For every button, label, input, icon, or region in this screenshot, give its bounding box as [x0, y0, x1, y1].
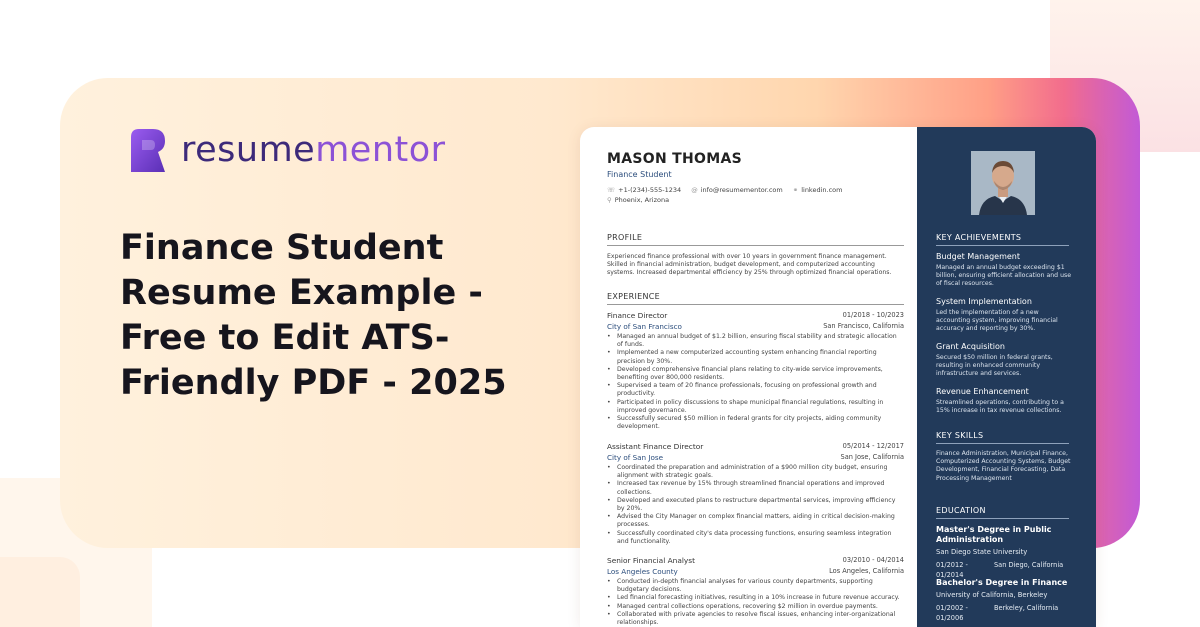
job-bullets	[607, 464, 904, 546]
achievement-text: Led the implementation of a new accounting system, improving financial accuracy and reporting by 30%.	[936, 309, 1058, 333]
phone-icon: ☏	[607, 186, 616, 194]
page-headline: Finance Student Resume Example - Free to Edit ATS-Friendly PDF - 2025	[120, 228, 507, 403]
profile-photo	[971, 151, 1035, 215]
job-bullet: • Advised the City Manager on complex financial matters, aiding in critical decision-making processes.	[617, 513, 904, 529]
job-bullet: • Led financial forecasting initiatives, resulting in a 10% increase in future revenue accuracy.	[617, 594, 904, 602]
job-bullets	[607, 578, 904, 627]
job-bullet: • Conducted in-depth financial analyses for various county departments, supporting budgetary decisions.	[617, 578, 904, 594]
contact-phone: +1-(234)-555-1234	[618, 186, 682, 194]
job-bullet: • Increased tax revenue by 15% through streamlined financial operations and improved collections.	[617, 480, 904, 496]
job-dates: 01/2018 - 10/2023	[842, 311, 904, 319]
job-location: San Francisco, California	[823, 322, 904, 330]
job-entry	[607, 310, 904, 431]
education-dates: 01/2012 - 01/2014	[936, 561, 968, 579]
location-pin-icon: ⚲	[607, 196, 612, 204]
link-icon: ⚭	[792, 186, 799, 194]
job-dates: 03/2010 - 04/2014	[842, 556, 904, 564]
achievement-text: Streamlined operations, contributing to a 15% increase in tax revenue collections.	[936, 399, 1064, 415]
job-bullet: • Managed central collections operations, recovering $2 million in overdue payments.	[617, 603, 904, 611]
achievement-text: Secured $50 million in federal grants, resulting in enhanced community infrastructure and services.	[936, 354, 1053, 378]
job-bullets	[607, 333, 904, 431]
job-location: Los Angeles, California	[829, 567, 904, 575]
job-bullet: • Developed comprehensive financial plans relating to city-wide service improvements, benefiting over 800,000 residents.	[617, 366, 904, 382]
education-school: University of California, Berkeley	[936, 591, 1048, 599]
section-heading-experience: EXPERIENCE	[607, 292, 904, 305]
achievement-title: System Implementation	[936, 297, 1032, 306]
section-heading-profile: PROFILE	[607, 233, 904, 246]
achievement-title: Budget Management	[936, 252, 1021, 261]
job-entry	[607, 555, 904, 627]
brand-name-part2: mentor	[315, 130, 446, 170]
resume-name: MASON THOMAS	[607, 151, 742, 167]
brand-logo[interactable]	[131, 128, 446, 172]
person-portrait-icon	[971, 151, 1035, 215]
profile-text: Experienced finance professional with over 10 years in government finance management. Skilled in financial administration, budget development, and computerized accounting systems. Increased departmental efficiency by 25% through optimized financial operations.	[607, 253, 892, 277]
section-heading-skills: KEY SKILLS	[936, 431, 1069, 444]
achievement-item	[936, 341, 1074, 379]
job-bullet: • Coordinated the preparation and administration of a $900 million city budget, ensuring alignment with strategic goals.	[617, 464, 904, 480]
background-shape-bottom-left-inner	[0, 557, 80, 627]
contact-email: info@resumementor.com	[700, 186, 783, 194]
job-company: Los Angeles County	[607, 567, 678, 576]
job-role: Senior Financial Analyst	[607, 556, 696, 565]
achievement-item	[936, 296, 1074, 334]
achievement-item	[936, 251, 1074, 289]
job-bullet: • Developed and executed plans to restructure departmental services, improving efficiency by 20%.	[617, 497, 904, 513]
contact-location: Phoenix, Arizona	[614, 196, 670, 204]
achievement-title: Revenue Enhancement	[936, 387, 1029, 396]
section-heading-education: EDUCATION	[936, 506, 1069, 519]
resumementor-logo-icon	[131, 129, 165, 172]
brand-name-part1: resume	[181, 130, 316, 170]
job-bullet: • Collaborated with private agencies to resolve fiscal issues, enhancing inter-organizational relationships.	[617, 611, 904, 627]
job-company: City of San Jose	[607, 453, 664, 462]
job-bullet: • Managed an annual budget of $1.2 billion, ensuring fiscal stability and strategic allocation of funds.	[617, 333, 904, 349]
achievement-item	[936, 386, 1074, 415]
education-dates: 01/2002 - 01/2006	[936, 604, 968, 622]
achievement-text: Managed an annual budget exceeding $1 billion, ensuring efficient allocation and use of fiscal resources.	[936, 264, 1072, 288]
job-bullet: • Successfully coordinated city's data processing functions, ensuring seamless integration and functionality.	[617, 530, 904, 546]
job-dates: 05/2014 - 12/2017	[842, 442, 904, 450]
job-bullet: • Implemented a new computerized accounting system enhancing financial reporting precision by 30%.	[617, 349, 904, 365]
education-location: San Diego, California	[994, 561, 1064, 569]
skills-list: Finance Administration, Municipal Finance, Computerized Accounting Systems, Budget Development, Financial Forecasting, Data Processing Management	[936, 450, 1071, 482]
education-entry	[936, 525, 1076, 580]
education-location: Berkeley, California	[994, 604, 1059, 612]
brand-wordmark	[181, 128, 446, 172]
job-role: Assistant Finance Director	[607, 442, 704, 451]
email-icon: @	[691, 186, 698, 194]
job-company: City of San Francisco	[607, 322, 682, 331]
education-degree: Master's Degree in Public Administration	[936, 525, 1052, 544]
resume-sidebar	[917, 127, 1096, 627]
job-bullet: • Supervised a team of 20 finance professionals, focusing on professional growth and productivity.	[617, 382, 904, 398]
education-entry	[936, 578, 1076, 623]
contact-linkedin: linkedin.com	[801, 186, 843, 194]
job-role: Finance Director	[607, 311, 668, 320]
job-entry	[607, 441, 904, 546]
education-school: San Diego State University	[936, 548, 1028, 556]
job-location: San Jose, California	[840, 453, 904, 461]
section-heading-achievements: KEY ACHIEVEMENTS	[936, 233, 1069, 246]
achievement-title: Grant Acquisition	[936, 342, 1005, 351]
resume-contact	[607, 185, 842, 205]
education-degree: Bachelor's Degree in Finance	[936, 578, 1068, 587]
resume-preview[interactable]	[580, 127, 1096, 627]
job-bullet: • Successfully secured $50 million in federal grants for city projects, aiding community development.	[617, 415, 904, 431]
resume-main-column	[580, 127, 917, 627]
resume-title: Finance Student	[607, 170, 672, 179]
job-bullet: • Participated in policy discussions to shape municipal financial regulations, resulting in improved governance.	[617, 399, 904, 415]
